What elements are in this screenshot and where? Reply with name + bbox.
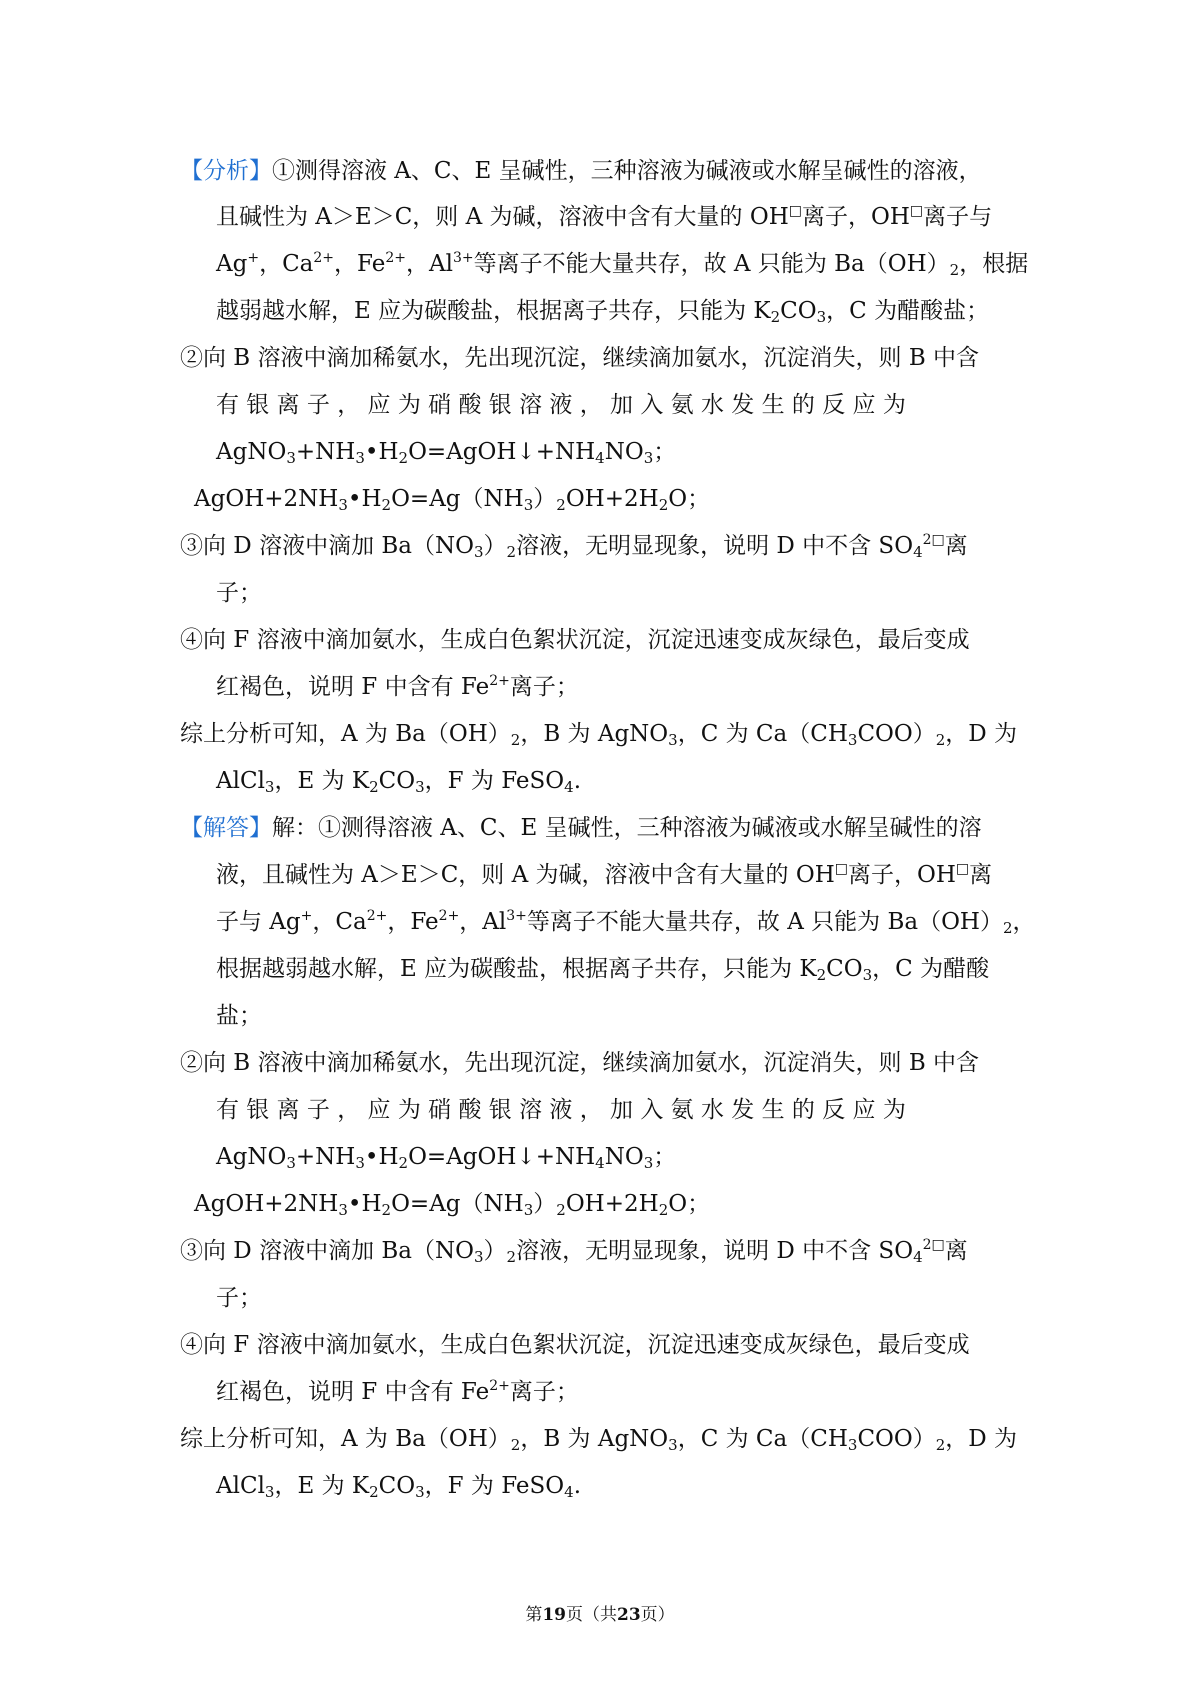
subscript: 3	[847, 1436, 858, 1454]
page-number: 19	[542, 1605, 566, 1625]
subscript: 3	[286, 1154, 296, 1172]
text: O=Ag（NH	[391, 486, 524, 512]
subscript: 3	[264, 1483, 275, 1501]
text: O=AgOH↓+NH	[408, 439, 596, 465]
text: 红褐色，说明 F 中含有 Fe	[216, 674, 490, 700]
text: AgOH+2NH	[194, 1191, 339, 1217]
analysis-line-3	[216, 244, 1028, 284]
text: COO）	[857, 1426, 936, 1452]
text: O=AgOH↓+NH	[408, 1144, 596, 1170]
superscript: 2□	[922, 532, 945, 548]
superscript: 2+	[313, 250, 335, 266]
text: ，C 为醋酸盐；	[826, 298, 990, 324]
text: 且碱性为 A＞E＞C，则 A 为碱，溶液中含有大量的 OH	[216, 204, 789, 230]
subscript: 4	[564, 778, 574, 796]
subscript: 4	[595, 449, 605, 467]
text: +NH	[295, 1144, 356, 1170]
analysis-p4-line-2	[216, 667, 579, 707]
text: ，B 为 AgNO	[520, 1426, 669, 1452]
text: ，Al	[405, 251, 453, 277]
answer-p4-line-2	[216, 1372, 579, 1412]
text: OH+2H	[565, 1191, 659, 1217]
text: ）	[483, 533, 507, 559]
subscript: 2	[1002, 919, 1013, 937]
text: ，C 为醋酸	[872, 956, 990, 982]
subscript: 2	[935, 731, 946, 749]
text: AgOH+2NH	[194, 486, 339, 512]
subscript: 2	[556, 496, 566, 514]
subscript: 2	[381, 1201, 392, 1219]
text: ；	[653, 439, 677, 465]
text: ④向 F 溶液中滴加氨水，生成白色絮状沉淀，沉淀迅速变成灰绿色，最后变成	[180, 627, 970, 653]
answer-line-5	[216, 996, 262, 1036]
page-footer	[0, 1603, 1200, 1627]
superscript: □	[788, 203, 802, 219]
answer-p3-line-1	[180, 1231, 968, 1271]
analysis-p2-line-1	[180, 338, 979, 378]
subscript: 3	[523, 1201, 534, 1219]
answer-p2-eq-1	[216, 1137, 676, 1177]
text: 有 银 离 子 ， 应 为 硝 酸 银 溶 液 ， 加 入 氨 水 发 生 的 反 应 为	[216, 392, 906, 418]
superscript: +	[300, 908, 313, 924]
text: CO	[378, 768, 416, 794]
subscript: 3	[668, 731, 678, 749]
text: •H	[364, 1144, 399, 1170]
subscript: 3	[264, 778, 275, 796]
text: +NH	[295, 439, 356, 465]
answer-line-1	[180, 808, 982, 848]
subscript: 3	[523, 496, 534, 514]
analysis-line-2	[216, 197, 992, 237]
answer-line-3	[216, 902, 1036, 942]
text: O=Ag（NH	[391, 1191, 524, 1217]
superscript: +	[247, 250, 260, 266]
text: ，C 为 Ca（CH	[677, 1426, 848, 1452]
text: .	[573, 1473, 582, 1499]
text: 离子，OH	[802, 204, 910, 230]
text: 子；	[216, 1285, 262, 1311]
subscript: 3	[473, 543, 484, 561]
subscript: 4	[564, 1483, 574, 1501]
text: ）	[483, 1238, 507, 1264]
analysis-p4-line-1	[180, 620, 970, 660]
text: 盐；	[216, 1003, 262, 1029]
footer-suffix: 页）	[640, 1605, 675, 1625]
text: ②向 B 溶液中滴加稀氨水，先出现沉淀，继续滴加氨水，沉淀消失，则 B 中含	[180, 345, 980, 371]
text: ①测得溶液 A、C、E 呈碱性，三种溶液为碱液或水解呈碱性的溶液，	[272, 158, 982, 184]
subscript: 2	[369, 1483, 379, 1501]
superscript: 3+	[506, 908, 527, 924]
subscript: 2	[556, 1201, 566, 1219]
text: CO	[826, 956, 863, 982]
subscript: 3	[816, 308, 827, 326]
subscript: 4	[913, 543, 923, 561]
footer-prefix: 第	[525, 1605, 543, 1625]
text: ④向 F 溶液中滴加氨水，生成白色絮状沉淀，沉淀迅速变成灰绿色，最后变成	[180, 1332, 970, 1358]
text: ，Fe	[334, 251, 386, 277]
subscript: 3	[847, 731, 858, 749]
analysis-p3-line-1	[180, 526, 968, 566]
subscript: 2	[510, 731, 521, 749]
subscript: 4	[913, 1248, 923, 1266]
answer-p4-line-1	[180, 1325, 970, 1365]
answer-p2-eq-2	[194, 1184, 710, 1224]
subscript: 4	[595, 1154, 605, 1172]
analysis-summary-line-2	[216, 761, 581, 801]
text: ；	[653, 1144, 677, 1170]
superscript: 2+	[489, 673, 510, 689]
subscript: 2	[369, 778, 379, 796]
analysis-p2-line-2	[216, 385, 906, 425]
text: AgNO	[216, 1144, 287, 1170]
answer-p2-line-2	[216, 1090, 906, 1130]
text: 离子；	[509, 674, 579, 700]
text: 离子与	[923, 204, 993, 230]
text: 解：	[272, 815, 318, 841]
analysis-line-4	[216, 291, 989, 331]
text: 液，且碱性为 A＞E＞C，则 A 为碱，溶液中含有大量的 OH	[216, 862, 835, 888]
text: ，Ca	[259, 251, 314, 277]
analysis-line-1	[180, 151, 982, 191]
text: ③向 D 溶液中滴加 Ba（NO	[180, 1238, 474, 1264]
answer-tag: 【解答】	[180, 815, 272, 841]
text: AlCl	[216, 768, 265, 794]
text: 综上分析可知，A 为 Ba（OH）	[180, 1426, 511, 1452]
subscript: 3	[338, 496, 348, 514]
subscript: 3	[862, 966, 873, 984]
footer-middle: 页（共	[566, 1605, 617, 1625]
analysis-p3-line-2	[216, 573, 262, 613]
text: •H	[347, 1191, 382, 1217]
subscript: 2	[506, 1248, 517, 1266]
text: 离	[969, 862, 993, 888]
text: AgNO	[216, 439, 287, 465]
text: .	[573, 768, 582, 794]
text: NO	[604, 1144, 644, 1170]
superscript: □	[955, 861, 970, 877]
superscript: 2+	[489, 1378, 510, 1394]
superscript: 2+	[366, 908, 388, 924]
subscript: 3	[338, 1201, 348, 1219]
text: ③向 D 溶液中滴加 Ba（NO	[180, 533, 474, 559]
subscript: 2	[816, 966, 827, 984]
text: ，根据	[959, 251, 1029, 277]
text: ，C 为 Ca（CH	[677, 721, 848, 747]
text: ，F 为 FeSO	[424, 768, 565, 794]
text: OH+2H	[565, 486, 659, 512]
answer-line-2	[216, 855, 992, 895]
superscript: □	[909, 203, 924, 219]
text: CO	[780, 298, 817, 324]
subscript: 2	[506, 543, 517, 561]
text: ，D 为	[945, 1426, 1018, 1452]
superscript: 2□	[922, 1237, 945, 1253]
answer-p3-line-2	[216, 1278, 262, 1318]
text: NO	[604, 439, 644, 465]
subscript: 2	[510, 1436, 521, 1454]
text: 红褐色，说明 F 中含有 Fe	[216, 1379, 490, 1405]
superscript: 2+	[385, 250, 406, 266]
superscript: 2+	[438, 908, 460, 924]
text: Ag	[216, 251, 248, 277]
text: ，Fe	[387, 909, 439, 935]
text: ，Ca	[312, 909, 367, 935]
text: ②向 B 溶液中滴加稀氨水，先出现沉淀，继续滴加氨水，沉淀消失，则 B 中含	[180, 1050, 980, 1076]
text: ，	[1012, 909, 1036, 935]
text: O；	[668, 486, 711, 512]
subscript: 3	[643, 1154, 654, 1172]
answer-line-4	[216, 949, 989, 989]
text: ，Al	[459, 909, 507, 935]
subscript: 3	[668, 1436, 678, 1454]
subscript: 2	[658, 1201, 669, 1219]
text: ，F 为 FeSO	[424, 1473, 565, 1499]
text: 等离子不能大量共存，故 A 只能为 Ba（OH）	[526, 909, 1003, 935]
text: 离子；	[509, 1379, 579, 1405]
subscript: 3	[643, 449, 654, 467]
text: 离	[944, 1238, 968, 1264]
text: O；	[668, 1191, 711, 1217]
answer-p2-line-1	[180, 1043, 979, 1083]
subscript: 3	[355, 449, 365, 467]
superscript: □	[834, 861, 848, 877]
text: 有 银 离 子 ， 应 为 硝 酸 银 溶 液 ， 加 入 氨 水 发 生 的 反 应 为	[216, 1097, 906, 1123]
superscript: 3+	[452, 250, 474, 266]
text: CO	[378, 1473, 416, 1499]
subscript: 2	[770, 308, 781, 326]
text: 子；	[216, 580, 262, 606]
analysis-summary-line-1	[180, 714, 1017, 754]
analysis-p2-eq-1	[216, 432, 676, 472]
subscript: 2	[398, 1154, 409, 1172]
analysis-tag: 【分析】	[180, 158, 272, 184]
subscript: 3	[286, 449, 296, 467]
text: 根据越弱越水解，E 应为碳酸盐，根据离子共存，只能为 K	[216, 956, 817, 982]
text: ，E 为 K	[274, 1473, 370, 1499]
text: 溶液，无明显现象，说明 D 中不含 SO	[516, 1238, 914, 1264]
text: 等离子不能大量共存，故 A 只能为 Ba（OH）	[473, 251, 950, 277]
text: 离	[944, 533, 968, 559]
text: ）	[533, 486, 557, 512]
text: 越弱越水解，E 应为碳酸盐，根据离子共存，只能为 K	[216, 298, 771, 324]
text: COO）	[857, 721, 936, 747]
subscript: 3	[355, 1154, 365, 1172]
subscript: 2	[658, 496, 669, 514]
text: ，B 为 AgNO	[520, 721, 669, 747]
answer-summary-line-1	[180, 1419, 1017, 1459]
text: 溶液，无明显现象，说明 D 中不含 SO	[516, 533, 914, 559]
subscript: 2	[398, 449, 409, 467]
answer-summary-line-2	[216, 1466, 581, 1506]
text: 子与 Ag	[216, 909, 301, 935]
subscript: 3	[473, 1248, 484, 1266]
text: •H	[364, 439, 399, 465]
subscript: 2	[381, 496, 392, 514]
subscript: 2	[949, 261, 960, 279]
text: ①测得溶液 A、C、E 呈碱性，三种溶液为碱液或水解呈碱性的溶	[318, 815, 982, 841]
subscript: 2	[935, 1436, 946, 1454]
text: ，E 为 K	[274, 768, 370, 794]
text: AlCl	[216, 1473, 265, 1499]
analysis-p2-eq-2	[194, 479, 710, 519]
total-pages: 23	[617, 1605, 641, 1625]
subscript: 3	[415, 778, 425, 796]
text: ）	[533, 1191, 557, 1217]
text: 综上分析可知，A 为 Ba（OH）	[180, 721, 511, 747]
subscript: 3	[415, 1483, 425, 1501]
text: •H	[347, 486, 382, 512]
text: 离子，OH	[848, 862, 956, 888]
text: ，D 为	[945, 721, 1018, 747]
